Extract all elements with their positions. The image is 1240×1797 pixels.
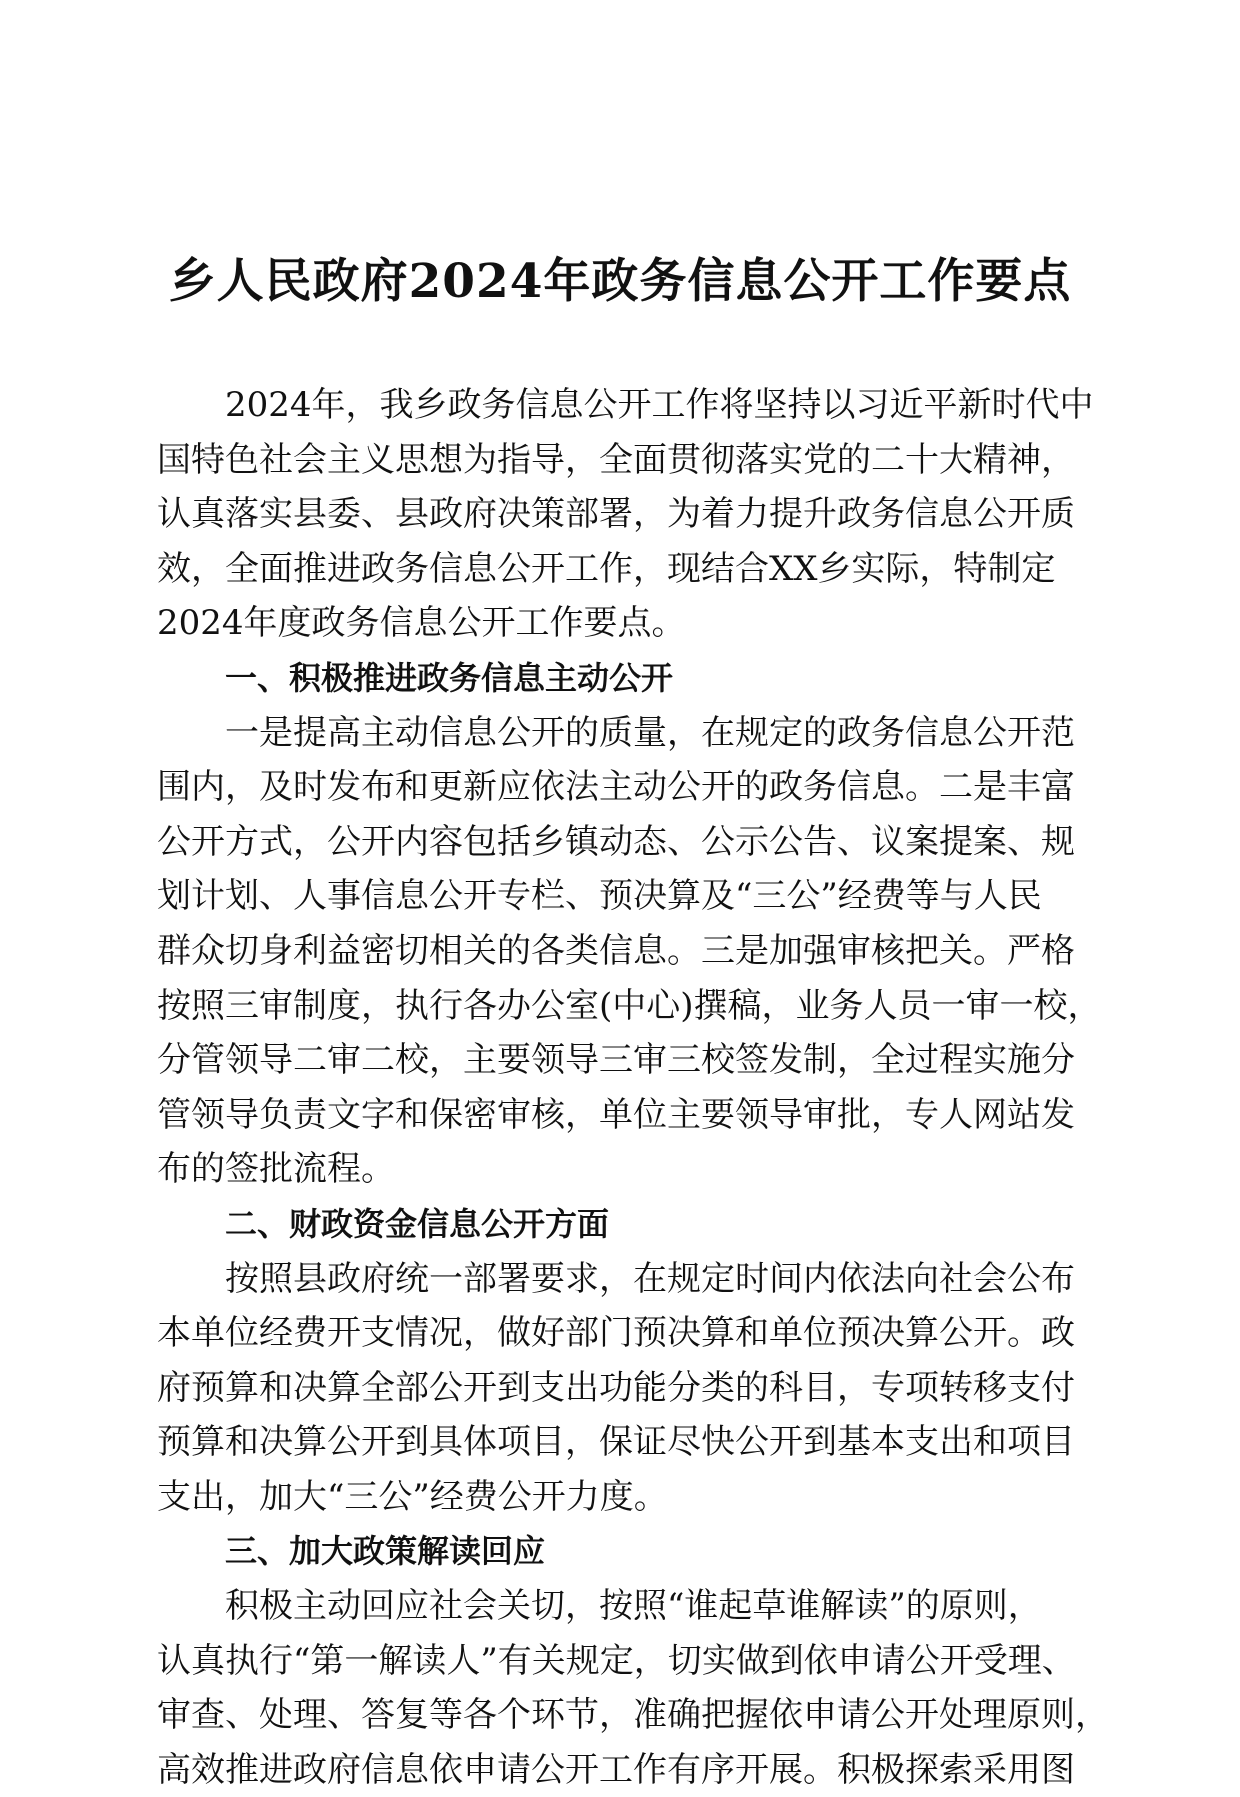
paragraph-line: 一是提高主动信息公开的质量，在规定的政务信息公开范 (225, 712, 1075, 753)
paragraph-line: 认真落实县委、县政府决策部署，为着力提升政务信息公开质 (157, 494, 1075, 535)
paragraph-line: 审查、处理、答复等各个环节，准确把握依申请公开处理原则， (157, 1695, 1109, 1736)
paragraph-line: 按照县政府统一部署要求，在规定时间内依法向社会公布 (225, 1258, 1075, 1299)
paragraph-line: 积极主动回应社会关切，按照“谁起草谁解读”的原则， (225, 1586, 1042, 1627)
paragraph-line: 效，全面推进政务信息公开工作，现结合XX乡实际，特制定 (157, 548, 1056, 589)
section-heading-3: 三、加大政策解读回应 (225, 1532, 546, 1571)
paragraph-line: 公开方式，公开内容包括乡镇动态、公示公告、议案提案、规 (157, 821, 1075, 862)
paragraph-line: 本单位经费开支情况，做好部门预决算和单位预决算公开。政 (157, 1313, 1075, 1354)
paragraph-line: 预算和决算公开到具体项目，保证尽快公开到基本支出和项目 (157, 1422, 1075, 1463)
paragraph-line: 划计划、人事信息公开专栏、预决算及“三公”经费等与人民 (157, 876, 1042, 917)
paragraph-line: 国特色社会主义思想为指导，全面贯彻落实党的二十大精神， (157, 439, 1075, 480)
section-heading-1: 一、积极推进政务信息主动公开 (225, 658, 674, 697)
paragraph-line: 分管领导二审二校，主要领导三审三校签发制，全过程实施分 (157, 1040, 1075, 1081)
document-title: 乡人民政府2024年政务信息公开工作要点 (168, 254, 1072, 309)
document-body (157, 378, 1109, 1797)
paragraph-line: 支出，加大“三公”经费公开力度。 (157, 1476, 668, 1517)
paragraph-line: 布的签批流程。 (157, 1149, 395, 1190)
paragraph-line: 2024年，我乡政务信息公开工作将坚持以习近平新时代中 (225, 385, 1094, 425)
paragraph-line: 管领导负责文字和保密审核，单位主要领导审批，专人网站发 (157, 1094, 1075, 1135)
paragraph-line: 群众切身利益密切相关的各类信息。三是加强审核把关。严格 (157, 930, 1075, 971)
section-heading-2: 二、财政资金信息公开方面 (225, 1204, 610, 1243)
paragraph-line: 认真执行“第一解读人”有关规定，切实做到依申请公开受理、 (157, 1640, 1076, 1681)
paragraph-line: 按照三审制度，执行各办公室(中心)撰稿，业务人员一审一校， (157, 985, 1102, 1026)
paragraph-line: 府预算和决算全部公开到支出功能分类的科目，专项转移支付 (157, 1367, 1075, 1408)
paragraph-line: 围内，及时发布和更新应依法主动公开的政务信息。二是丰富 (157, 767, 1075, 808)
paragraph-line: 2024年度政务信息公开工作要点。 (157, 603, 686, 644)
paragraph-line: 高效推进政府信息依申请公开工作有序开展。积极探索采用图 (157, 1749, 1075, 1790)
